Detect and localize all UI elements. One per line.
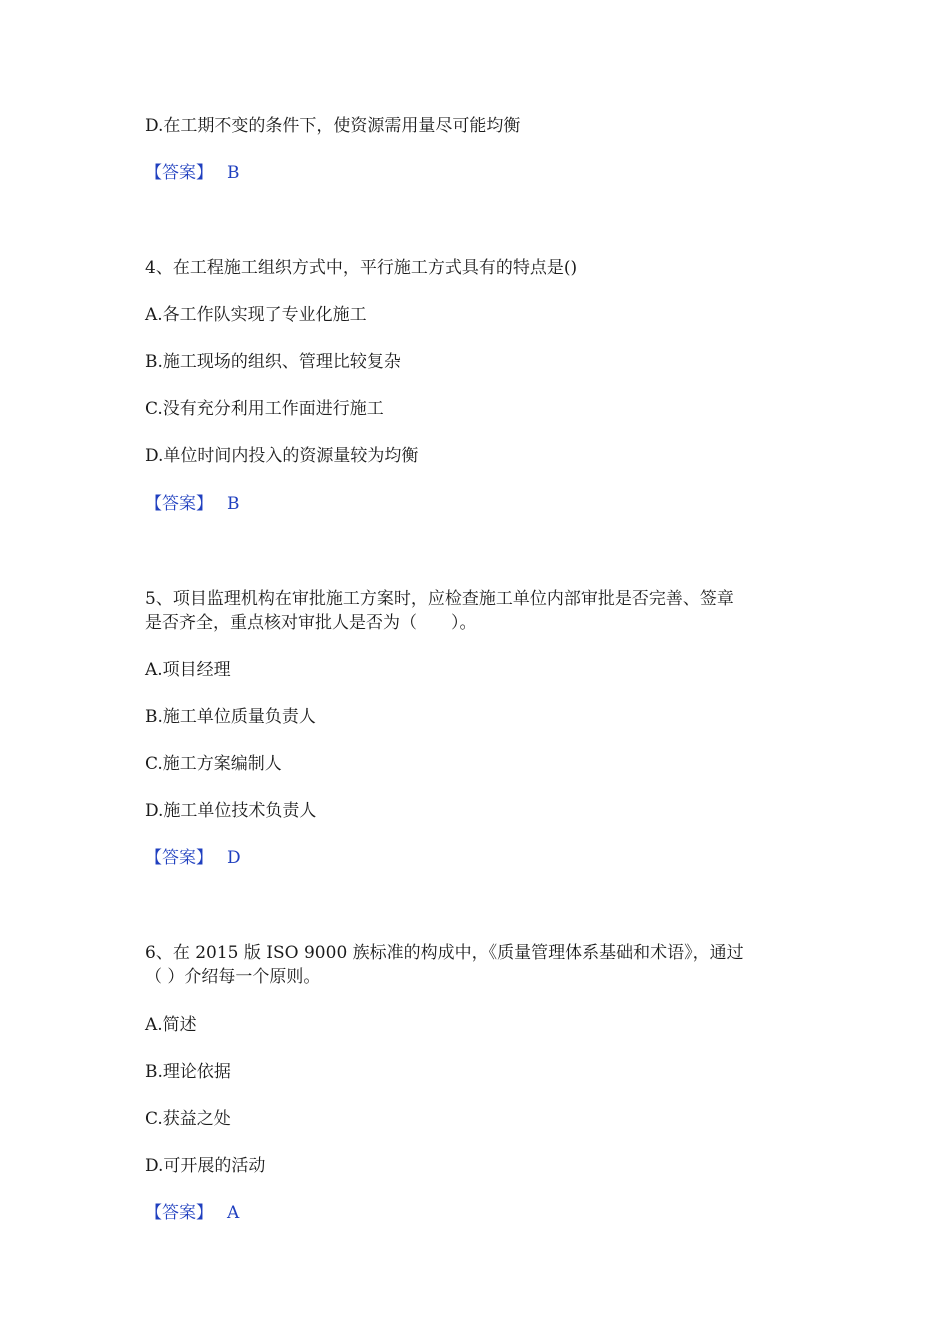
answer-label: 【答案】 [145, 848, 213, 868]
q4-option-a: A.各工作队实现了专业化施工 [145, 305, 367, 325]
q5-option-b: B.施工单位质量负责人 [145, 707, 316, 727]
q5-stem-line1: 5、项目监理机构在审批施工方案时，应检查施工单位内部审批是否完善、签章 [145, 589, 734, 609]
q3-answer [145, 159, 825, 187]
q6-stem-line1: 6、在 2015 版 ISO 9000 族标准的构成中，《质量管理体系基础和术语》，通过 [145, 943, 744, 963]
q5-stem-line2: 是否齐全，重点核对审批人是否为（ ）。 [145, 613, 477, 633]
q4-stem: 4、在工程施工组织方式中，平行施工方式具有的特点是() [145, 258, 578, 278]
q5-option-a: A.项目经理 [145, 660, 231, 680]
q6-option-b: B.理论依据 [145, 1062, 231, 1082]
q6-answer [145, 1199, 825, 1227]
answer-value: B [227, 494, 240, 514]
answer-value: B [227, 163, 240, 183]
answer-label: 【答案】 [145, 163, 213, 183]
q6-option-a: A.简述 [145, 1015, 197, 1035]
q4-option-c: C.没有充分利用工作面进行施工 [145, 399, 384, 419]
answer-value: D [227, 848, 241, 868]
q4-option-b: B.施工现场的组织、管理比较复杂 [145, 352, 401, 372]
q6-stem-line2: （ ）介绍每一个原则。 [145, 967, 321, 987]
q6-option-c: C.获益之处 [145, 1109, 231, 1129]
q3-option-d: D.在工期不变的条件下，使资源需用量尽可能均衡 [145, 116, 521, 136]
q4-option-d: D.单位时间内投入的资源量较为均衡 [145, 446, 419, 466]
answer-label: 【答案】 [145, 494, 213, 514]
answer-label: 【答案】 [145, 1203, 213, 1223]
q5-option-d: D.施工单位技术负责人 [145, 801, 317, 821]
answer-value: A [227, 1203, 240, 1223]
q5-answer [145, 844, 825, 872]
q5-option-c: C.施工方案编制人 [145, 754, 282, 774]
q6-option-d: D.可开展的活动 [145, 1156, 266, 1176]
q4-answer [145, 490, 825, 518]
